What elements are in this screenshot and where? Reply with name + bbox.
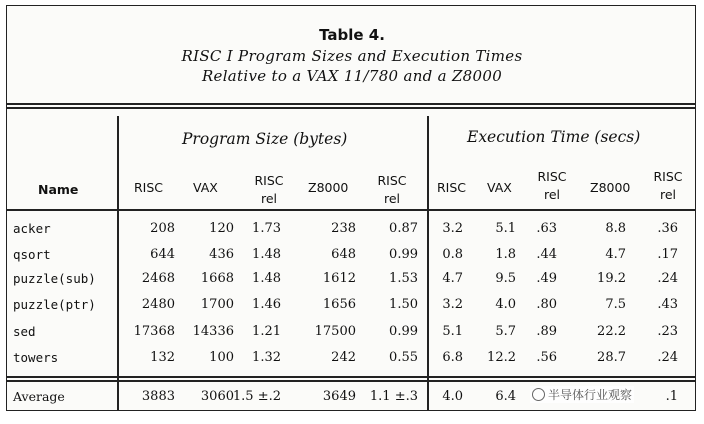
column-header-risc-rel-z8000-time — [650, 168, 686, 204]
cell-name: puzzle(sub) — [13, 271, 96, 286]
cell-risc-rel-z8000-time: .23 — [657, 324, 678, 339]
cell-vax-size: 100 — [209, 350, 234, 365]
group-divider — [427, 116, 429, 410]
cell-risc-rel-vax-time: .63 — [536, 221, 557, 236]
cell-vax-time: 4.0 — [495, 297, 516, 312]
header-risc-word: RISC — [537, 169, 567, 184]
header-rel-word: rel — [543, 187, 561, 202]
cell-risc-rel-z8000: 1.53 — [389, 271, 418, 286]
cell-vax-size: 120 — [209, 221, 234, 236]
cell-name: acker — [13, 221, 51, 236]
header-risc-word: RISC — [653, 169, 683, 184]
cell-risc-rel-vax: 1.48 — [252, 247, 281, 262]
cell-z8000-size: 1656 — [322, 297, 356, 312]
cell-vax-size: 14336 — [192, 324, 234, 339]
header-rel-word: rel — [383, 191, 401, 206]
column-header-risc-rel-vax — [251, 172, 287, 208]
cell-vax-size: 1700 — [200, 297, 234, 312]
cell-risc-rel-z8000: 1.1 ±.3 — [369, 389, 418, 404]
header-divider — [6, 209, 696, 211]
cell-vax-time: 1.8 — [495, 247, 516, 262]
group-program-size: Program Size (bytes) — [182, 130, 348, 148]
cell-risc-time: 6.8 — [442, 350, 463, 365]
cell-z8000-time: 19.2 — [597, 271, 626, 286]
cell-name: Average — [13, 389, 65, 404]
column-header-risc-rel-z8000 — [374, 172, 410, 208]
cell-risc-rel-vax-time: .44 — [536, 247, 557, 262]
table-subtitle-line1: RISC I Program Sizes and Execution Times — [181, 47, 523, 65]
name-column-divider — [117, 116, 119, 410]
cell-risc-time: 4.7 — [442, 271, 463, 286]
cell-name: towers — [13, 350, 59, 365]
cell-vax-time: 9.5 — [495, 271, 516, 286]
header-rel-word: rel — [260, 191, 278, 206]
cell-z8000-time: 7.5 — [605, 297, 626, 312]
header-risc-word: RISC — [254, 173, 284, 188]
cell-risc-rel-z8000: 0.55 — [389, 350, 418, 365]
cell-z8000-size: 242 — [331, 350, 356, 365]
cell-risc-rel-z8000-time: .36 — [657, 221, 678, 236]
cell-risc-time: 0.8 — [442, 247, 463, 262]
column-header-risc-time: RISC — [437, 180, 467, 195]
cell-name: puzzle(ptr) — [13, 297, 96, 312]
cell-name: qsort — [13, 247, 51, 262]
cell-vax-size: 436 — [209, 247, 234, 262]
cell-z8000-size: 3649 — [322, 389, 356, 404]
caption-divider-top — [6, 103, 696, 105]
cell-risc-size: 644 — [150, 247, 175, 262]
cell-risc-rel-vax: 1.21 — [252, 324, 281, 339]
cell-risc-size: 2480 — [141, 297, 175, 312]
cell-risc-time: 3.2 — [442, 221, 463, 236]
cell-risc-rel-vax-time: .80 — [536, 297, 557, 312]
cell-risc-rel-z8000: 0.87 — [389, 221, 418, 236]
cell-risc-rel-vax: 1.5 ±.2 — [232, 389, 281, 404]
cell-z8000-time: 4.7 — [605, 247, 626, 262]
cell-z8000-size: 238 — [331, 221, 356, 236]
column-header-vax-size: VAX — [193, 180, 218, 195]
cell-z8000-time: 22.2 — [597, 324, 626, 339]
cell-risc-rel-vax: 1.32 — [252, 350, 281, 365]
cell-risc-rel-z8000-time: .24 — [657, 350, 678, 365]
cell-risc-rel-z8000-time: .1 — [665, 389, 678, 404]
header-rel-word: rel — [659, 187, 677, 202]
cell-risc-rel-vax-time: .89 — [536, 324, 557, 339]
table-subtitle-line2: Relative to a VAX 11/780 and a Z8000 — [201, 67, 503, 85]
cell-risc-time: 5.1 — [442, 324, 463, 339]
column-header-z8000-time: Z8000 — [590, 180, 631, 195]
cell-risc-rel-z8000: 0.99 — [389, 324, 418, 339]
cell-vax-time: 5.7 — [495, 324, 516, 339]
average-divider-bottom — [6, 380, 696, 382]
cell-risc-rel-z8000-time: .43 — [657, 297, 678, 312]
cell-risc-time: 3.2 — [442, 297, 463, 312]
cell-vax-size: 1668 — [200, 271, 234, 286]
watermark-text: 半导体行业观察 — [548, 388, 633, 402]
column-header-vax-time: VAX — [487, 180, 512, 195]
cell-z8000-time: 28.7 — [597, 350, 626, 365]
cell-risc-rel-vax-time: .49 — [536, 271, 557, 286]
cell-risc-size: 132 — [150, 350, 175, 365]
cell-risc-rel-z8000: 1.50 — [389, 297, 418, 312]
cell-z8000-size: 648 — [331, 247, 356, 262]
table-title: Table 4. — [319, 26, 385, 44]
cell-z8000-size: 1612 — [322, 271, 356, 286]
cell-z8000-time: 8.8 — [605, 221, 626, 236]
cell-vax-time: 6.4 — [495, 389, 516, 404]
column-header-risc-size: RISC — [134, 180, 164, 195]
group-execution-time: Execution Time (secs) — [467, 128, 641, 146]
cell-z8000-size: 17500 — [314, 324, 356, 339]
cell-risc-rel-z8000: 0.99 — [389, 247, 418, 262]
cell-risc-rel-vax-time: .56 — [536, 350, 557, 365]
cell-vax-size: 3060 — [200, 389, 234, 404]
cell-name: sed — [13, 324, 36, 339]
column-header-name: Name — [38, 182, 79, 197]
header-risc-word: RISC — [377, 173, 407, 188]
cell-risc-size: 2468 — [141, 271, 175, 286]
cell-risc-rel-vax: 1.48 — [252, 271, 281, 286]
cell-risc-size: 208 — [150, 221, 175, 236]
cell-risc-rel-vax: 1.73 — [252, 221, 281, 236]
cell-risc-rel-z8000-time: .17 — [657, 247, 678, 262]
wechat-logo-icon — [532, 388, 545, 401]
cell-risc-rel-vax: 1.46 — [252, 297, 281, 312]
cell-risc-rel-z8000-time: .24 — [657, 271, 678, 286]
cell-risc-size: 3883 — [141, 389, 175, 404]
column-header-risc-rel-vax-time — [534, 168, 570, 204]
cell-risc-time: 4.0 — [442, 389, 463, 404]
cell-vax-time: 12.2 — [487, 350, 516, 365]
watermark — [530, 386, 634, 403]
column-header-z8000-size: Z8000 — [308, 180, 349, 195]
caption-divider-bottom — [6, 107, 696, 109]
cell-vax-time: 5.1 — [495, 221, 516, 236]
average-divider-top — [6, 376, 696, 378]
cell-risc-size: 17368 — [133, 324, 175, 339]
